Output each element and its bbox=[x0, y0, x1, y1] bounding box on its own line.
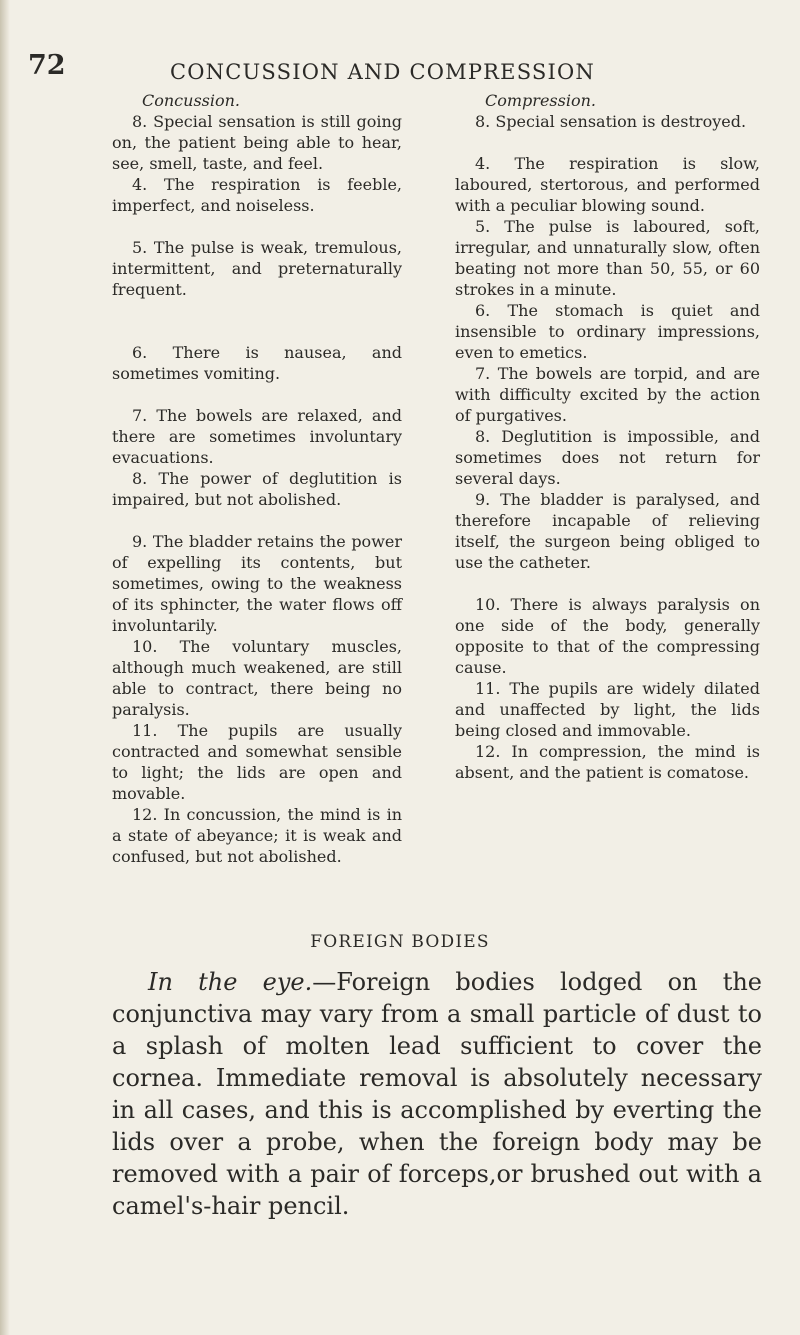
paragraph-text: —Foreign bodies lodged on the conjunctiva may vary from a small particle of dust to a splash of molten lead sufficient to cover the cornea. Immediate removal is absolutely necessary in all cases, and this is accomplished by everting the lids over a probe, when the foreign body may be removed with a pair of forceps,or brushed out with a camel's-hair pencil. bbox=[112, 968, 762, 1220]
concussion-item: 7. The bowels are relaxed, and there are sometimes involuntary evacuations. bbox=[112, 406, 402, 467]
concussion-column bbox=[112, 90, 402, 867]
compression-item: 4. The respiration is slow, laboured, stertorous, and performed with a peculiar blowing sound. bbox=[455, 154, 760, 215]
page-edge-shadow bbox=[0, 0, 10, 1335]
paragraph-lead-in: In the eye. bbox=[148, 968, 313, 996]
compression-column bbox=[455, 90, 760, 783]
running-head: CONCUSSION AND COMPRESSION bbox=[170, 60, 595, 84]
concussion-item: 11. The pupils are usually contracted and somewhat sensible to light; the lids are open and movable. bbox=[112, 721, 402, 803]
page-number: 72 bbox=[28, 50, 66, 81]
concussion-title: Concussion. bbox=[142, 91, 241, 110]
concussion-item: 5. The pulse is weak, tremulous, intermittent, and preternaturally frequent. bbox=[112, 238, 402, 299]
compression-item: 8. Special sensation is destroyed. bbox=[475, 112, 747, 131]
section-heading-foreign-bodies: FOREIGN BODIES bbox=[310, 932, 490, 952]
compression-title: Compression. bbox=[485, 91, 596, 110]
compression-item: 12. In compression, the mind is absent, and the patient is comatose. bbox=[455, 742, 760, 782]
concussion-item: 12. In concussion, the mind is in a state of abeyance; it is weak and confused, but not abolished. bbox=[112, 805, 402, 866]
concussion-item: 8. Special sensation is still going on, the patient being able to hear, see, smell, taste, and feel. bbox=[112, 112, 402, 173]
compression-item: 6. The stomach is quiet and insensible to ordinary impressions, even to emetics. bbox=[455, 301, 760, 362]
compression-item: 10. There is always paralysis on one side of the body, generally opposite to that of the compressing cause. bbox=[455, 595, 760, 677]
concussion-item: 10. The voluntary muscles, although much weakened, are still able to contract, there being no paralysis. bbox=[112, 637, 402, 719]
compression-item: 9. The bladder is paralysed, and therefore incapable of relieving itself, the surgeon being obliged to use the catheter. bbox=[455, 490, 760, 572]
concussion-item: 9. The bladder retains the power of expelling its contents, but sometimes, owing to the weakness of its sphincter, the water flows off involuntarily. bbox=[112, 532, 402, 635]
compression-item: 7. The bowels are torpid, and are with difficulty excited by the action of purgatives. bbox=[455, 364, 760, 425]
compression-item: 8. Deglutition is impossible, and sometimes does not return for several days. bbox=[455, 427, 760, 488]
concussion-item: 4. The respiration is feeble, imperfect, and noiseless. bbox=[112, 175, 402, 215]
compression-item: 11. The pupils are widely dilated and unaffected by light, the lids being closed and immovable. bbox=[455, 679, 760, 740]
foreign-bodies-paragraph bbox=[112, 966, 762, 1222]
concussion-item: 6. There is nausea, and sometimes vomiting. bbox=[112, 343, 402, 383]
compression-item: 5. The pulse is laboured, soft, irregular, and unnaturally slow, often beating not more than 50, 55, or 60 strokes in a minute. bbox=[455, 217, 760, 299]
concussion-item: 8. The power of deglutition is impaired, but not abolished. bbox=[112, 469, 402, 509]
